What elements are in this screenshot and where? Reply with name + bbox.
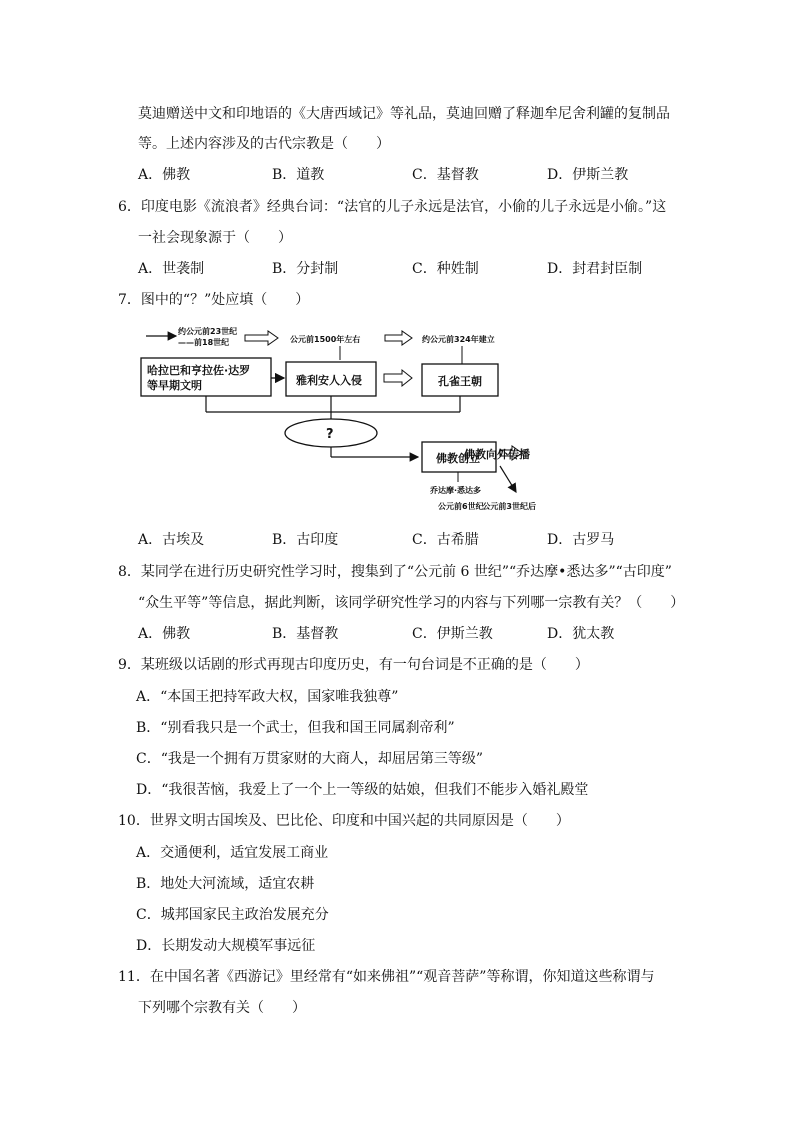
india-history-flow-diagram	[140, 322, 540, 518]
question-10-text-line1: 10．世界文明古国埃及、巴比伦、印度和中国兴起的共同原因是（ ）	[118, 813, 570, 829]
question-6-text-line1: 6．印度电影《流浪者》经典台词：“法官的儿子永远是法官，小偷的儿子永远是小偷。”这	[118, 199, 667, 215]
option-d[interactable]: D．古罗马	[547, 532, 615, 548]
question-6-text-line2: 一社会现象源于（ ）	[138, 230, 292, 246]
time-label-2: 公元前1500年左右	[290, 335, 361, 344]
option-c[interactable]: C．伊斯兰教	[412, 626, 493, 642]
option-b[interactable]: B．分封制	[272, 261, 339, 277]
question-6-options	[138, 258, 698, 280]
option-a[interactable]: A．世袭制	[138, 261, 205, 277]
box4-text: 佛教创立	[436, 452, 480, 465]
question-7-options	[138, 529, 698, 551]
option-b[interactable]: B．古印度	[272, 532, 339, 548]
option-b[interactable]: B．道教	[272, 167, 325, 183]
question-mark: ?	[326, 427, 334, 442]
question-5-text-line2: 等。上述内容涉及的古代宗教是（ ）	[138, 136, 390, 152]
question-9-option-d[interactable]: D．“我很苦恼，我爱上了一个上一等级的姑娘，但我们不能步入婚礼殿堂	[136, 782, 589, 798]
option-b[interactable]: B．基督教	[272, 626, 339, 642]
time-label-1b: ——前18世纪	[178, 338, 230, 347]
founder-label: 乔达摩·悉达多	[430, 486, 482, 495]
option-c[interactable]: C．基督教	[412, 167, 479, 183]
option-c[interactable]: C．古希腊	[412, 532, 479, 548]
question-9-text-line1: 9．某班级以话剧的形式再现古印度历史，有一句台词是不正确的是（ ）	[118, 657, 589, 673]
option-a[interactable]: A．佛教	[138, 626, 191, 642]
question-10-option-c[interactable]: C．城邦国家民主政治发展充分	[136, 907, 329, 923]
time-label-4: 公元前6世纪	[438, 502, 484, 511]
time-label-1a: 约公元前23世纪	[178, 327, 238, 336]
question-9-option-a[interactable]: A．“本国王把持军政大权，国家唯我独尊”	[136, 689, 399, 705]
question-5-text-line1: 莫迪赠送中文和印地语的《大唐西域记》等礼品，莫迪回赠了释迦牟尼舍利罐的复制品	[138, 106, 670, 122]
question-10-option-d[interactable]: D．长期发动大规模军事远征	[136, 938, 316, 954]
box2-text: 雅利安人入侵	[296, 374, 362, 387]
option-d[interactable]: D．伊斯兰教	[547, 167, 629, 183]
question-11-text-line1: 11．在中国名著《西游记》里经常有“如来佛祖”“观音菩萨”等称谓，你知道这些称谓与	[118, 969, 655, 985]
time-label-3: 约公元前324年建立	[422, 335, 495, 344]
box1-text-a: 哈拉巴和亨拉佐·达罗	[147, 364, 251, 377]
question-9-option-c[interactable]: C．“我是一个拥有万贯家财的大商人，却屈居第三等级”	[136, 751, 484, 767]
option-d[interactable]: D．犹太教	[547, 626, 615, 642]
box1-text-b: 等早期文明	[147, 379, 202, 392]
time-label-5: 公元前3世纪后	[482, 502, 536, 511]
question-5-options	[138, 164, 698, 186]
arrow-spread-down	[500, 466, 516, 492]
hollow-arrow-2	[385, 331, 412, 345]
question-10-option-b[interactable]: B．地处大河流域，适宜农耕	[136, 876, 315, 892]
option-d[interactable]: D．封君封臣制	[547, 261, 643, 277]
question-10-option-a[interactable]: A．交通便利，适宜发展工商业	[136, 845, 329, 861]
option-a[interactable]: A．古埃及	[138, 532, 205, 548]
option-a[interactable]: A．佛教	[138, 167, 191, 183]
spread-text: 佛教向外传播	[464, 448, 530, 461]
hollow-arrow-1	[245, 331, 278, 345]
hollow-arrow-2-to-3	[384, 370, 412, 386]
box3-text: 孔雀王朝	[438, 375, 482, 388]
question-8-text-line1: 8．某同学在进行历史研究性学习时，搜集到了“公元前 6 世纪”“乔达摩•悉达多”“古印度”	[118, 564, 672, 580]
question-8-text-line2: “众生平等”等信息，据此判断，该同学研究性学习的内容与下列哪一宗教有关？（ ）	[138, 595, 685, 611]
question-8-options	[138, 623, 698, 645]
option-c[interactable]: C．种姓制	[412, 261, 479, 277]
question-9-option-b[interactable]: B．“别看我只是一个武士，但我和国王同属刹帝利”	[136, 720, 455, 736]
question-7-text-line1: 7．图中的“？”处应填（ ）	[118, 292, 310, 308]
question-11-text-line2: 下列哪个宗教有关（ ）	[138, 1000, 306, 1016]
